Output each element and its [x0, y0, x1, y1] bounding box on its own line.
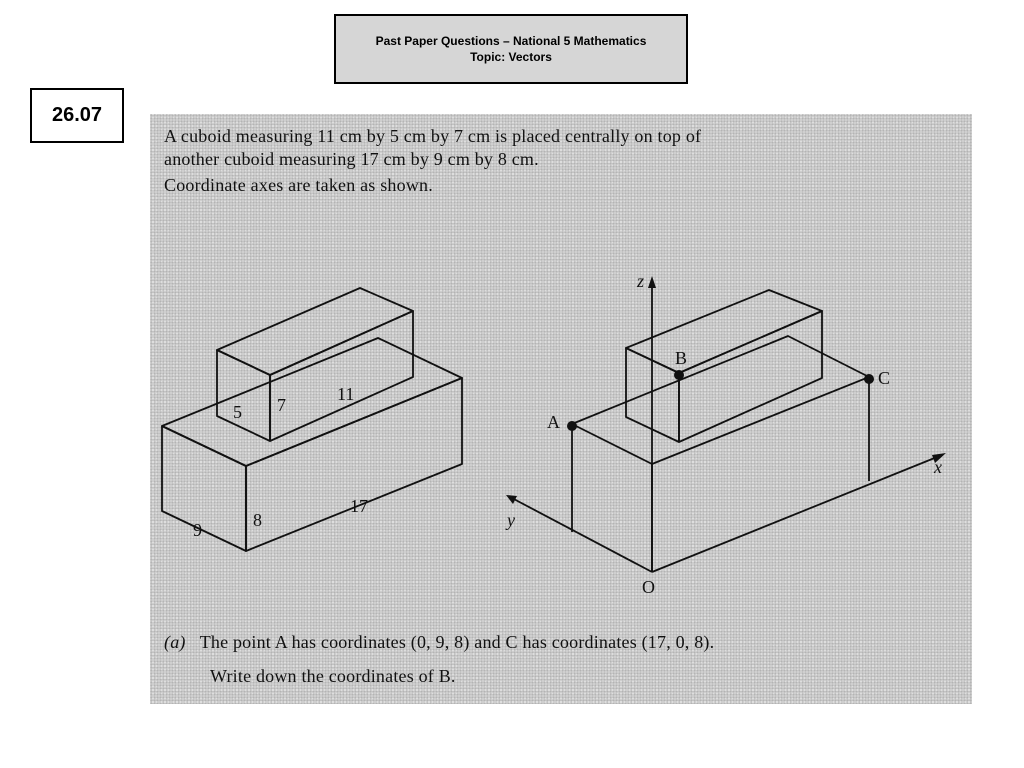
- point-a-label: A: [547, 412, 560, 432]
- point-c-marker: [864, 374, 874, 384]
- question-panel: [150, 114, 972, 704]
- right-top-cuboid-top-face: [626, 290, 822, 373]
- left-bottom-cuboid-front-face: [162, 426, 246, 551]
- left-top-depth-label: 5: [233, 402, 242, 422]
- left-bottom-height-label: 8: [253, 510, 262, 530]
- right-top-cuboid-side-face: [679, 311, 822, 442]
- y-axis-label: y: [507, 510, 515, 530]
- cuboid-diagrams: [150, 114, 972, 704]
- question-intro-line2: another cuboid measuring 17 cm by 9 cm by 8 cm.: [164, 149, 539, 169]
- left-bottom-cuboid-top-face: [162, 338, 462, 466]
- point-b-marker: [674, 370, 684, 380]
- header-title-line2: Topic: Vectors: [470, 50, 552, 64]
- question-number-box: [30, 88, 124, 143]
- x-axis: [652, 455, 942, 572]
- header-title-box: [334, 14, 688, 84]
- part-a-text-line1: The point A has coordinates (0, 9, 8) and C has coordinates (17, 0, 8).: [199, 632, 715, 652]
- y-axis: [510, 497, 652, 572]
- question-intro-line1: A cuboid measuring 11 cm by 5 cm by 7 cm is placed centrally on top of: [164, 126, 702, 146]
- left-top-height-label: 7: [277, 395, 286, 415]
- z-axis-label: z: [637, 271, 645, 291]
- point-a-marker: [567, 421, 577, 431]
- left-diagram: [162, 288, 462, 551]
- left-top-width-label: 11: [337, 384, 355, 404]
- part-a-line2: Write down the coordinates of B.: [210, 666, 456, 686]
- origin-label: O: [642, 577, 655, 597]
- part-a-label: (a): [164, 632, 186, 652]
- part-a-line1: [164, 632, 714, 653]
- left-bottom-depth-label: 9: [193, 520, 202, 540]
- left-top-cuboid-side-face: [270, 311, 413, 441]
- point-b-label: B: [675, 348, 688, 368]
- z-axis-arrowhead: [648, 276, 656, 288]
- header-title-line1: Past Paper Questions – National 5 Mathematics: [375, 34, 647, 48]
- left-top-cuboid-front-face: [217, 350, 270, 441]
- question-intro-line3: Coordinate axes are taken as shown.: [164, 175, 433, 195]
- point-c-label: C: [878, 368, 891, 388]
- left-top-cuboid-top-face: [217, 288, 413, 375]
- left-bottom-width-label: 17: [350, 496, 368, 516]
- question-number: 26.07: [51, 104, 103, 126]
- x-axis-label: x: [934, 457, 942, 477]
